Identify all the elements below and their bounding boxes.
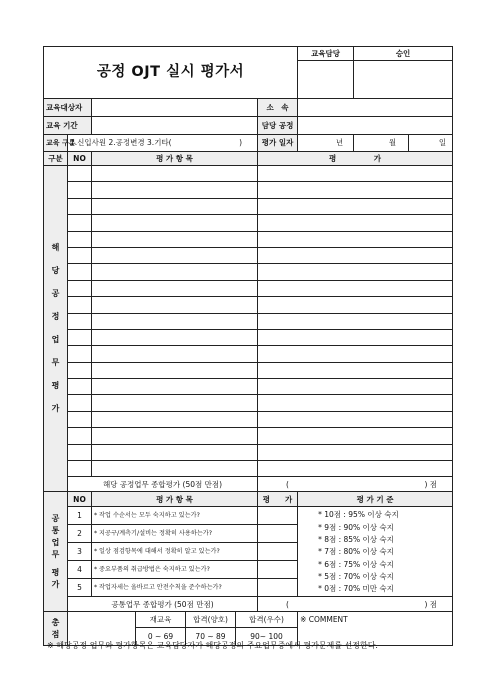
approval-box-approve[interactable]	[354, 61, 453, 99]
section1-item-cell[interactable]	[92, 264, 258, 280]
section1-no-cell[interactable]	[68, 379, 92, 395]
section1-total-open: (	[286, 479, 289, 489]
date-year[interactable]	[298, 135, 354, 152]
section2-eval-cell[interactable]	[258, 525, 298, 543]
category-options: 1.신입사원 2.공정변경 3.기타(	[70, 138, 172, 148]
category-close: )	[239, 138, 242, 148]
section1-no-header: NO	[68, 152, 92, 166]
section1-item-cell[interactable]	[92, 182, 258, 198]
summary-range-pass-good: 70 ~ 89	[186, 628, 236, 646]
section1-item-cell[interactable]	[92, 411, 258, 427]
section1-item-cell[interactable]	[92, 362, 258, 378]
section1-item-cell[interactable]	[92, 428, 258, 444]
section1-no-cell[interactable]	[68, 313, 92, 329]
section2-item-no: 5	[68, 579, 92, 597]
date-year-unit: 년	[335, 138, 344, 148]
section2-criteria-header: 평 가 기 준	[298, 492, 453, 507]
section1-no-cell[interactable]	[68, 346, 92, 362]
date-day[interactable]	[409, 135, 453, 152]
date-day-unit: 일	[438, 138, 447, 148]
section1-eval-cell[interactable]	[258, 231, 453, 247]
section1-eval-cell[interactable]	[258, 182, 453, 198]
section2-item-no: 1	[68, 507, 92, 525]
approval-box-training[interactable]	[298, 61, 354, 99]
section1-item-cell[interactable]	[92, 297, 258, 313]
date-month[interactable]	[354, 135, 409, 152]
section2-item-text: * 지공구/계측기/설비는 정확히 사용하는가?	[92, 525, 258, 543]
section2-total-close: ) 점	[424, 599, 438, 609]
section1-item-cell[interactable]	[92, 280, 258, 296]
section2-no-header: NO	[68, 492, 92, 507]
section1-eval-cell[interactable]	[258, 280, 453, 296]
section2-eval-cell[interactable]	[258, 561, 298, 579]
section1-eval-cell[interactable]	[258, 247, 453, 263]
section2-total-open: (	[286, 599, 289, 609]
approval-label-training: 교육담당	[298, 47, 354, 61]
section2-total-label: 공통업무 종합평가 (50점 만점)	[68, 597, 258, 612]
category-field[interactable]	[68, 135, 258, 152]
section1-no-cell[interactable]	[68, 182, 92, 198]
section1-eval-cell[interactable]	[258, 346, 453, 362]
section2-item-text: * 중요부품의 취급방법은 숙지하고 있는가?	[92, 561, 258, 579]
section2-items-header: 평 가 항 목	[92, 492, 258, 507]
section1-no-cell[interactable]	[68, 215, 92, 231]
section1-eval-cell[interactable]	[258, 395, 453, 411]
section1-eval-cell[interactable]	[258, 428, 453, 444]
date-month-unit: 월	[388, 138, 397, 148]
section1-item-cell[interactable]	[92, 329, 258, 345]
section2-item-no: 4	[68, 561, 92, 579]
section1-eval-cell[interactable]	[258, 329, 453, 345]
section1-items-header: 평 가 항 목	[92, 152, 258, 166]
section1-item-cell[interactable]	[92, 346, 258, 362]
section2-item-text: * 일상 점검항목에 대해서 정확히 알고 있는가?	[92, 543, 258, 561]
section2-item-no: 2	[68, 525, 92, 543]
section1-item-cell[interactable]	[92, 215, 258, 231]
section1-no-cell[interactable]	[68, 166, 92, 182]
section1-no-cell[interactable]	[68, 461, 92, 477]
summary-header-pass-good: 합격(양호)	[186, 612, 236, 628]
section1-eval-cell[interactable]	[258, 379, 453, 395]
section2-side-label: 공 통 업 무 평 가	[44, 492, 68, 612]
section1-no-cell[interactable]	[68, 428, 92, 444]
comment-label: ※ COMMENT	[300, 615, 348, 625]
section1-eval-cell[interactable]	[258, 362, 453, 378]
process-field[interactable]	[298, 117, 453, 135]
section1-eval-cell[interactable]	[258, 461, 453, 477]
period-label: 교육 기간	[44, 117, 92, 135]
section1-no-cell[interactable]	[68, 264, 92, 280]
process-label: 담당 공정	[258, 117, 298, 135]
summary-side-label: 총 점	[44, 612, 68, 646]
approval-label-approve: 승인	[354, 47, 453, 61]
section2-eval-header: 평 가	[258, 492, 298, 507]
section2-item-text: * 작업자세는 올바르고 안전수칙을 준수하는가?	[92, 579, 258, 597]
section1-eval-header: 평 가	[258, 152, 453, 166]
form-title: 공정 OJT 실시 평가서	[44, 47, 298, 99]
summary-header-pass-excellent: 합격(우수)	[236, 612, 298, 628]
section1-item-cell[interactable]	[92, 166, 258, 182]
section1-item-cell[interactable]	[92, 395, 258, 411]
section1-eval-cell[interactable]	[258, 444, 453, 460]
section1-total-close: ) 점	[424, 479, 438, 489]
dept-field[interactable]	[298, 99, 453, 117]
section1-eval-cell[interactable]	[258, 411, 453, 427]
section2-eval-cell[interactable]	[258, 543, 298, 561]
section1-total-field[interactable]	[258, 477, 453, 492]
section1-eval-cell[interactable]	[258, 198, 453, 214]
trainee-field[interactable]	[92, 99, 258, 117]
section1-no-cell[interactable]	[68, 198, 92, 214]
section2-total-field[interactable]	[258, 597, 453, 612]
section2-item-text: * 작업 수순서는 모두 숙지하고 있는가?	[92, 507, 258, 525]
section1-no-cell[interactable]	[68, 280, 92, 296]
section1-no-cell[interactable]	[68, 329, 92, 345]
section1-item-cell[interactable]	[92, 247, 258, 263]
summary-header-retrain: 재교육	[136, 612, 186, 628]
section2-eval-cell[interactable]	[258, 579, 298, 597]
section2-item-no: 3	[68, 543, 92, 561]
section1-eval-cell[interactable]	[258, 313, 453, 329]
period-field[interactable]	[92, 117, 258, 135]
section1-eval-cell[interactable]	[258, 166, 453, 182]
section1-no-cell[interactable]	[68, 395, 92, 411]
dept-label: 소 속	[258, 99, 298, 117]
section2-criteria-list: * 10점 : 95% 이상 숙지 * 9점 : 90% 이상 숙지 * 8점 : 85% 이상 숙지 * 7점 : 80% 이상 숙지 * 6점 : 75% 이상 숙지 * 5점 : 70% 이상 숙지 * 0점 : 70% 미만 숙지	[298, 507, 453, 597]
section1-no-cell[interactable]	[68, 231, 92, 247]
section1-item-cell[interactable]	[92, 444, 258, 460]
summary-range-pass-excellent: 90~ 100	[236, 628, 298, 646]
form-table	[43, 46, 453, 646]
date-label: 평가 일자	[258, 135, 298, 152]
summary-range-retrain: 0 ~ 69	[136, 628, 186, 646]
evaluation-form	[43, 46, 452, 646]
section1-item-cell[interactable]	[92, 379, 258, 395]
section1-item-cell[interactable]	[92, 231, 258, 247]
section1-no-cell[interactable]	[68, 297, 92, 313]
section1-no-cell[interactable]	[68, 411, 92, 427]
section1-group-header: 구분	[44, 152, 68, 166]
section1-no-cell[interactable]	[68, 247, 92, 263]
section1-item-cell[interactable]	[92, 461, 258, 477]
section1-no-cell[interactable]	[68, 362, 92, 378]
section2-eval-cell[interactable]	[258, 507, 298, 525]
section1-eval-cell[interactable]	[258, 297, 453, 313]
section1-eval-cell[interactable]	[258, 215, 453, 231]
footnote: ※ 해당공정 업무와 평가항목은 교육담당자가 해당공정의 주요업무중에서 평가문제를 선정한다.	[47, 641, 378, 650]
section1-eval-cell[interactable]	[258, 264, 453, 280]
category-label: 교육 구분	[44, 135, 68, 152]
section1-total-label: 해당 공정업무 종합평가 (50점 만점)	[68, 477, 258, 492]
section1-no-cell[interactable]	[68, 444, 92, 460]
section1-item-cell[interactable]	[92, 198, 258, 214]
section1-side-label: 해 당 공 정 업 무 평 가	[44, 166, 68, 492]
section1-item-cell[interactable]	[92, 313, 258, 329]
trainee-label: 교육대상자	[44, 99, 92, 117]
